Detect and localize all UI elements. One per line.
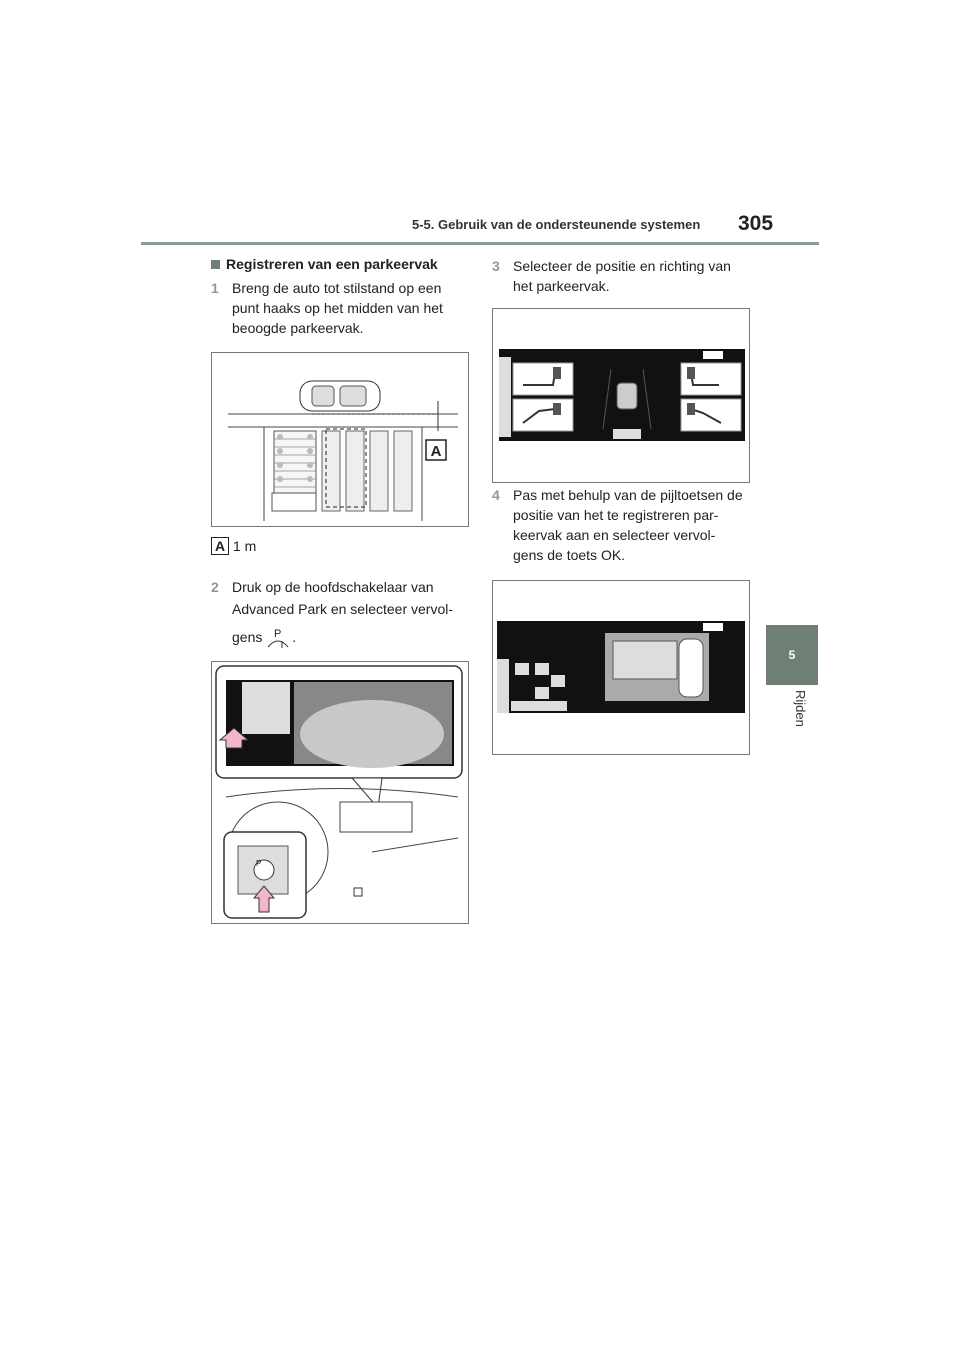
chapter-tab [766,625,818,685]
dashboard-illustration [212,662,468,923]
header-divider [141,242,819,245]
step-number: 4 [492,487,500,503]
advanced-park-icon [266,627,292,649]
step-number: 2 [211,579,219,595]
adjust-position-screen [492,580,750,755]
select-direction-screen [492,308,750,483]
direction-screen-illustration [493,309,749,482]
legend-text: 1 m [233,538,257,554]
adjust-screen-illustration [493,581,749,754]
step-number: 1 [211,280,219,296]
dashboard-diagram [211,661,469,924]
car-icon [300,381,380,411]
page-number: 305 [738,212,774,235]
step-text: Pas met behulp van de pijltoetsen de positie van het te registreren par-keervak aan en selecteer vervol-gens de toets OK. [513,487,743,563]
step-4 [492,485,745,565]
step-text: Selecteer de positie en richting van het parkeervak. [513,258,731,294]
step-text: Breng de auto tot stilstand op een punt haaks op het midden van het beoogde parkeervak. [232,280,443,336]
step-text-line: gens P . [232,626,472,649]
callout-label: A [430,443,442,460]
step-text-line: Druk op de hoofdschakelaar van [232,579,434,595]
section-heading [211,256,438,272]
svg-text:P: P [256,859,262,868]
section-bullet-icon [211,260,220,269]
chapter-tab-label: Rijden [793,690,808,727]
chapter-header-title: 5-5. Gebruik van de ondersteunende systemen [412,217,701,232]
step-2 [211,576,472,649]
parking-space-diagram [211,352,469,527]
step-3 [492,256,745,296]
chapter-tab-number: 5 [788,648,796,662]
section-title: Registreren van een parkeervak [226,256,438,272]
step-1 [211,278,464,338]
step-number: 3 [492,258,500,274]
step-text-line: Advanced Park en selecteer vervol- [232,601,453,617]
svg-text:P: P [274,628,282,641]
parking-space-illustration [212,353,468,526]
legend-key: A [211,537,229,555]
